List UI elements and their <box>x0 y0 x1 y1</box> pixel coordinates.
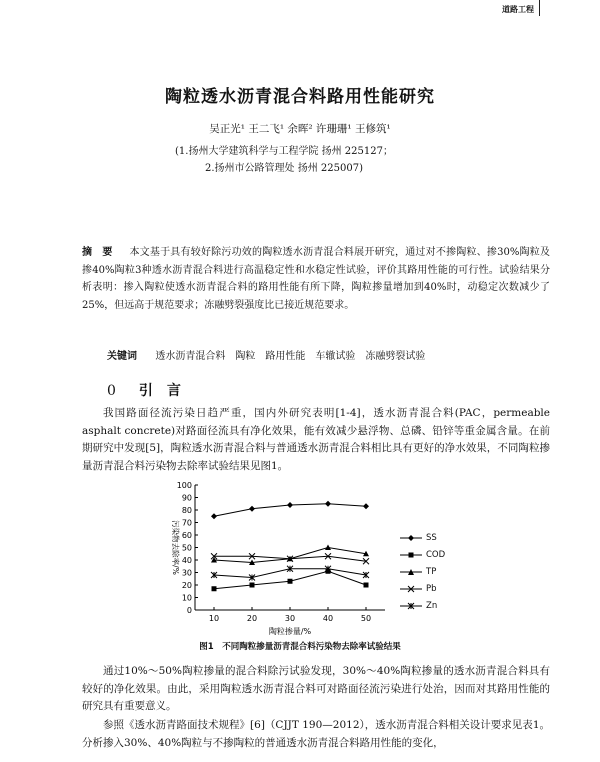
removal-rate-chart <box>165 477 395 637</box>
data-point-tp <box>325 545 331 551</box>
y-tick-label: 0 <box>186 606 192 615</box>
legend-swatch-zn <box>400 602 422 610</box>
abstract <box>82 244 550 314</box>
y-tick-label: 50 <box>181 543 192 553</box>
intro-paragraph-2: 通过10%～50%陶粒掺量的混合料除污试验发现，30%～40%陶粒掺量的透水沥青混合料具有较好的净化效果。由此，采用陶粒透水沥青混合料可对路面径流污染进行处治，因而对其路用性能的研究具有重要意义。 <box>82 665 550 713</box>
intro-paragraph-1: 我国路面径流污染日趋严重，国内外研究表明[1-4]，透水沥青混合料(PAC，permeable asphalt concrete)对路面径流具有净化效果，能有效减少悬浮物、总磷、铅锌等重金属含量。在前期研究中发现[5]，陶粒透水沥青混合料与普通透水沥青混合料相比具有更好的净水效果，不同陶粒掺量沥青混合料污染物去除率试验结果见图1。 <box>82 407 550 472</box>
abstract-label: 摘 要 <box>82 247 113 258</box>
y-tick-label: 100 <box>176 481 192 490</box>
legend-swatch-pb <box>400 585 422 593</box>
legend-item-tp <box>400 563 445 580</box>
legend-label-cod: COD <box>426 549 446 560</box>
paper-title: 陶粒透水沥青混合料路用性能研究 <box>165 87 435 107</box>
y-tick-label: 10 <box>181 593 192 603</box>
affiliation-2: 2.扬州市公路管理处 扬州 225007) <box>205 163 363 174</box>
abstract-text: 本文基于具有较好除污功效的陶粒透水沥青混合料展开研究，通过对不掺陶粒、掺30%陶粒及掺40%陶粒3种透水沥青混合料进行高温稳定性和水稳定性试验，评价其路用性能的可行性。试验结果分析表明：掺入陶粒使透水沥青混合料的路用性能有所下降，陶粒掺量增加到40%时，动稳定次数减少了25%，但远高于规范要求；冻融劈裂强度比已接近规范要求。 <box>82 247 551 311</box>
author-list: 吴正光¹ 王二飞¹ 余晖² 许珊珊¹ 王修筑¹ <box>209 123 391 135</box>
y-tick-label: 90 <box>181 493 192 503</box>
data-point-ss <box>211 513 217 519</box>
data-point-ss <box>287 502 293 508</box>
data-point-cod <box>250 583 255 588</box>
data-point-ss <box>363 503 369 509</box>
data-point-cod <box>212 586 217 591</box>
legend-swatch-cod <box>400 551 422 559</box>
intro-paragraph-3: 参照《透水沥青路面技术规程》[6]（CJJT 190—2012），透水沥青混合料相关设计要求见表1。分析掺入30%、40%陶粒与不掺陶粒的普通透水沥青混合料路用性能的变化， <box>82 719 550 749</box>
header-divider <box>539 0 540 16</box>
section-heading <box>107 380 181 400</box>
y-tick-label: 20 <box>181 581 192 590</box>
y-tick-label: 60 <box>181 531 192 540</box>
chart-legend <box>400 529 445 614</box>
data-point-ss <box>325 501 331 507</box>
x-tick-label: 30 <box>284 614 296 623</box>
y-axis-label: 污染物去除率/% <box>171 520 180 575</box>
x-tick-label: 50 <box>360 614 372 623</box>
y-tick-label: 70 <box>181 518 192 528</box>
legend-label-ss: SS <box>426 532 437 543</box>
journal-section-tag: 道路工程 <box>502 5 534 14</box>
data-point-cod <box>288 579 293 584</box>
x-tick-label: 20 <box>246 614 258 623</box>
legend-item-pb <box>400 580 445 597</box>
keywords <box>107 347 425 362</box>
section-title: 引 言 <box>138 383 181 399</box>
keywords-text: 透水沥青混合料 陶粒 路用性能 车辙试验 冻融劈裂试验 <box>155 351 426 362</box>
affiliation-1: (1.扬州大学建筑科学与工程学院 扬州 225127； <box>175 146 393 157</box>
legend-label-zn: Zn <box>426 600 438 611</box>
section-number: 0 <box>107 383 116 399</box>
legend-item-ss <box>400 529 445 546</box>
y-tick-label: 80 <box>181 506 192 515</box>
legend-item-cod <box>400 546 445 563</box>
data-point-cod <box>364 583 369 588</box>
x-axis-label: 陶粒掺量/% <box>268 627 312 636</box>
figure-caption: 图1 不同陶粒掺量沥青混合料污染物去除率试验结果 <box>199 642 401 652</box>
x-tick-label: 40 <box>322 614 334 623</box>
data-point-ss <box>249 506 255 512</box>
legend-label-tp: TP <box>426 566 437 577</box>
y-tick-label: 30 <box>181 568 192 578</box>
legend-label-pb: Pb <box>426 583 437 594</box>
legend-swatch-ss <box>400 534 422 542</box>
y-tick-label: 40 <box>181 556 192 565</box>
legend-swatch-tp <box>400 568 422 576</box>
x-tick-label: 10 <box>208 614 220 623</box>
keywords-label: 关键词 <box>107 351 137 362</box>
legend-item-zn <box>400 597 445 614</box>
